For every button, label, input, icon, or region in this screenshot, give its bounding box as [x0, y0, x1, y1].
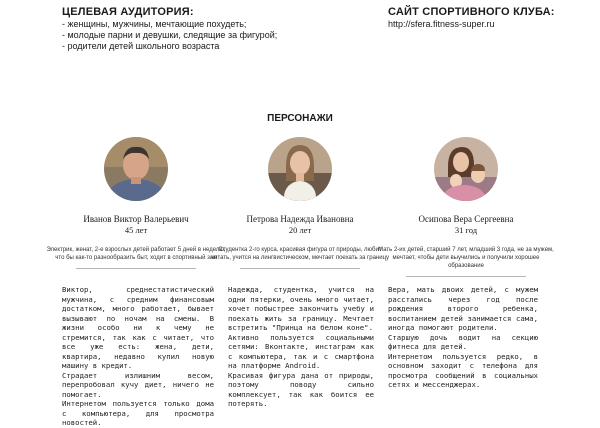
- audience-item: - женщины, мужчины, мечтающие похудеть;: [62, 19, 247, 29]
- story-paragraph: Надежда, студентка, учится на одни пятерки, очень много читает, хочет побыстрее закончить учебу и поехать жить за границу. Мечтает встретить "Принца на белом коне".: [228, 285, 374, 332]
- divider: [406, 276, 526, 277]
- site-url[interactable]: http://sfera.fitness-super.ru: [388, 19, 495, 29]
- persona-story: [388, 285, 538, 390]
- persona-name: Петрова Надежда Ивановна: [246, 214, 354, 224]
- persona-age: 20 лет: [288, 225, 312, 235]
- persona-summary: Электрик, женат, 2-е взрослых детей работает 5 дней в неделю, что бы как-то разнообразить быт, ходит в спортивный зал: [46, 247, 226, 261]
- persona-summary: Студентка 2-го курса, красивая фигура от природы, любит читать, учится на лингвистическом, мечтает поехать за границу: [210, 247, 390, 261]
- story-paragraph: Старшую дочь водит на секцию фитнеса для детей.: [388, 332, 538, 351]
- audience-title: ЦЕЛЕВАЯ АУДИТОРИЯ:: [62, 6, 194, 18]
- divider: [240, 268, 360, 269]
- persona-name: Осипова Вера Сергеевна: [418, 214, 514, 224]
- persona-age: 31 год: [454, 225, 478, 235]
- audience-list: [62, 19, 277, 52]
- persona-card: [46, 137, 226, 269]
- avatar: [104, 137, 168, 201]
- audience-item: - молодые парни и девушки, следящие за фигурой;: [62, 30, 278, 40]
- story-paragraph: Вера, мать двоих детей, с мужем расстались через год после рождения второго ребенка, воспитанием детей занимается сама, иногда помогают родители.: [388, 285, 538, 332]
- story-paragraph: Активно пользуется социальными сетями: Вконтакте, инстаграм как с компьютера, так и с смартфона на платформе Android.: [228, 332, 374, 370]
- avatar: [268, 137, 332, 201]
- story-paragraph: Красивая фигура дана от природы, поэтому поводу сильно комплексует, так как боится ее потерять.: [228, 370, 374, 408]
- persona-card: [376, 137, 556, 277]
- persona-summary: Мать 2-их детей, старший 7 лет, младший 3 года, не за мужем, мечтает, чтобы дети выучились и получили хорошее образование: [378, 247, 554, 269]
- man-portrait-icon: [104, 137, 168, 201]
- woman-portrait-icon: [268, 137, 332, 201]
- audience-item: - родители детей школьного возраста: [62, 41, 220, 51]
- story-paragraph: Страдает излишним весом, перепробовал кучу диет, ничего не помогает.: [62, 370, 214, 399]
- persona-story: [62, 285, 214, 428]
- mother-with-children-portrait-icon: [434, 137, 498, 201]
- avatar: [434, 137, 498, 201]
- persona-age: 45 лет: [124, 225, 148, 235]
- persona-story: [228, 285, 374, 409]
- divider: [76, 268, 196, 269]
- site-title: САЙТ СПОРТИВНОГО КЛУБА:: [388, 6, 555, 18]
- persona-card: [210, 137, 390, 269]
- story-paragraph: Интернетом пользуется только дома с компьютера, для просмотра новостей.: [62, 399, 214, 427]
- personas-title: ПЕРСОНАЖИ: [267, 113, 333, 124]
- persona-name: Иванов Виктор Валерьевич: [83, 214, 189, 224]
- story-paragraph: Виктор, среднестатистический мужчина, с средним финансовым достатком, много работает, бывает вызывают по ночам на смены. В жизни особо ни к чему не стремится, так как с читает, что все уже есть: жена, дети, квартира, недавно купил новую машину в кредит.: [62, 285, 214, 370]
- story-paragraph: Интернетом пользуется редко, в основном заходит с телефона для просмотра сообщений в социальных сетях и мессенджерах.: [388, 351, 538, 389]
